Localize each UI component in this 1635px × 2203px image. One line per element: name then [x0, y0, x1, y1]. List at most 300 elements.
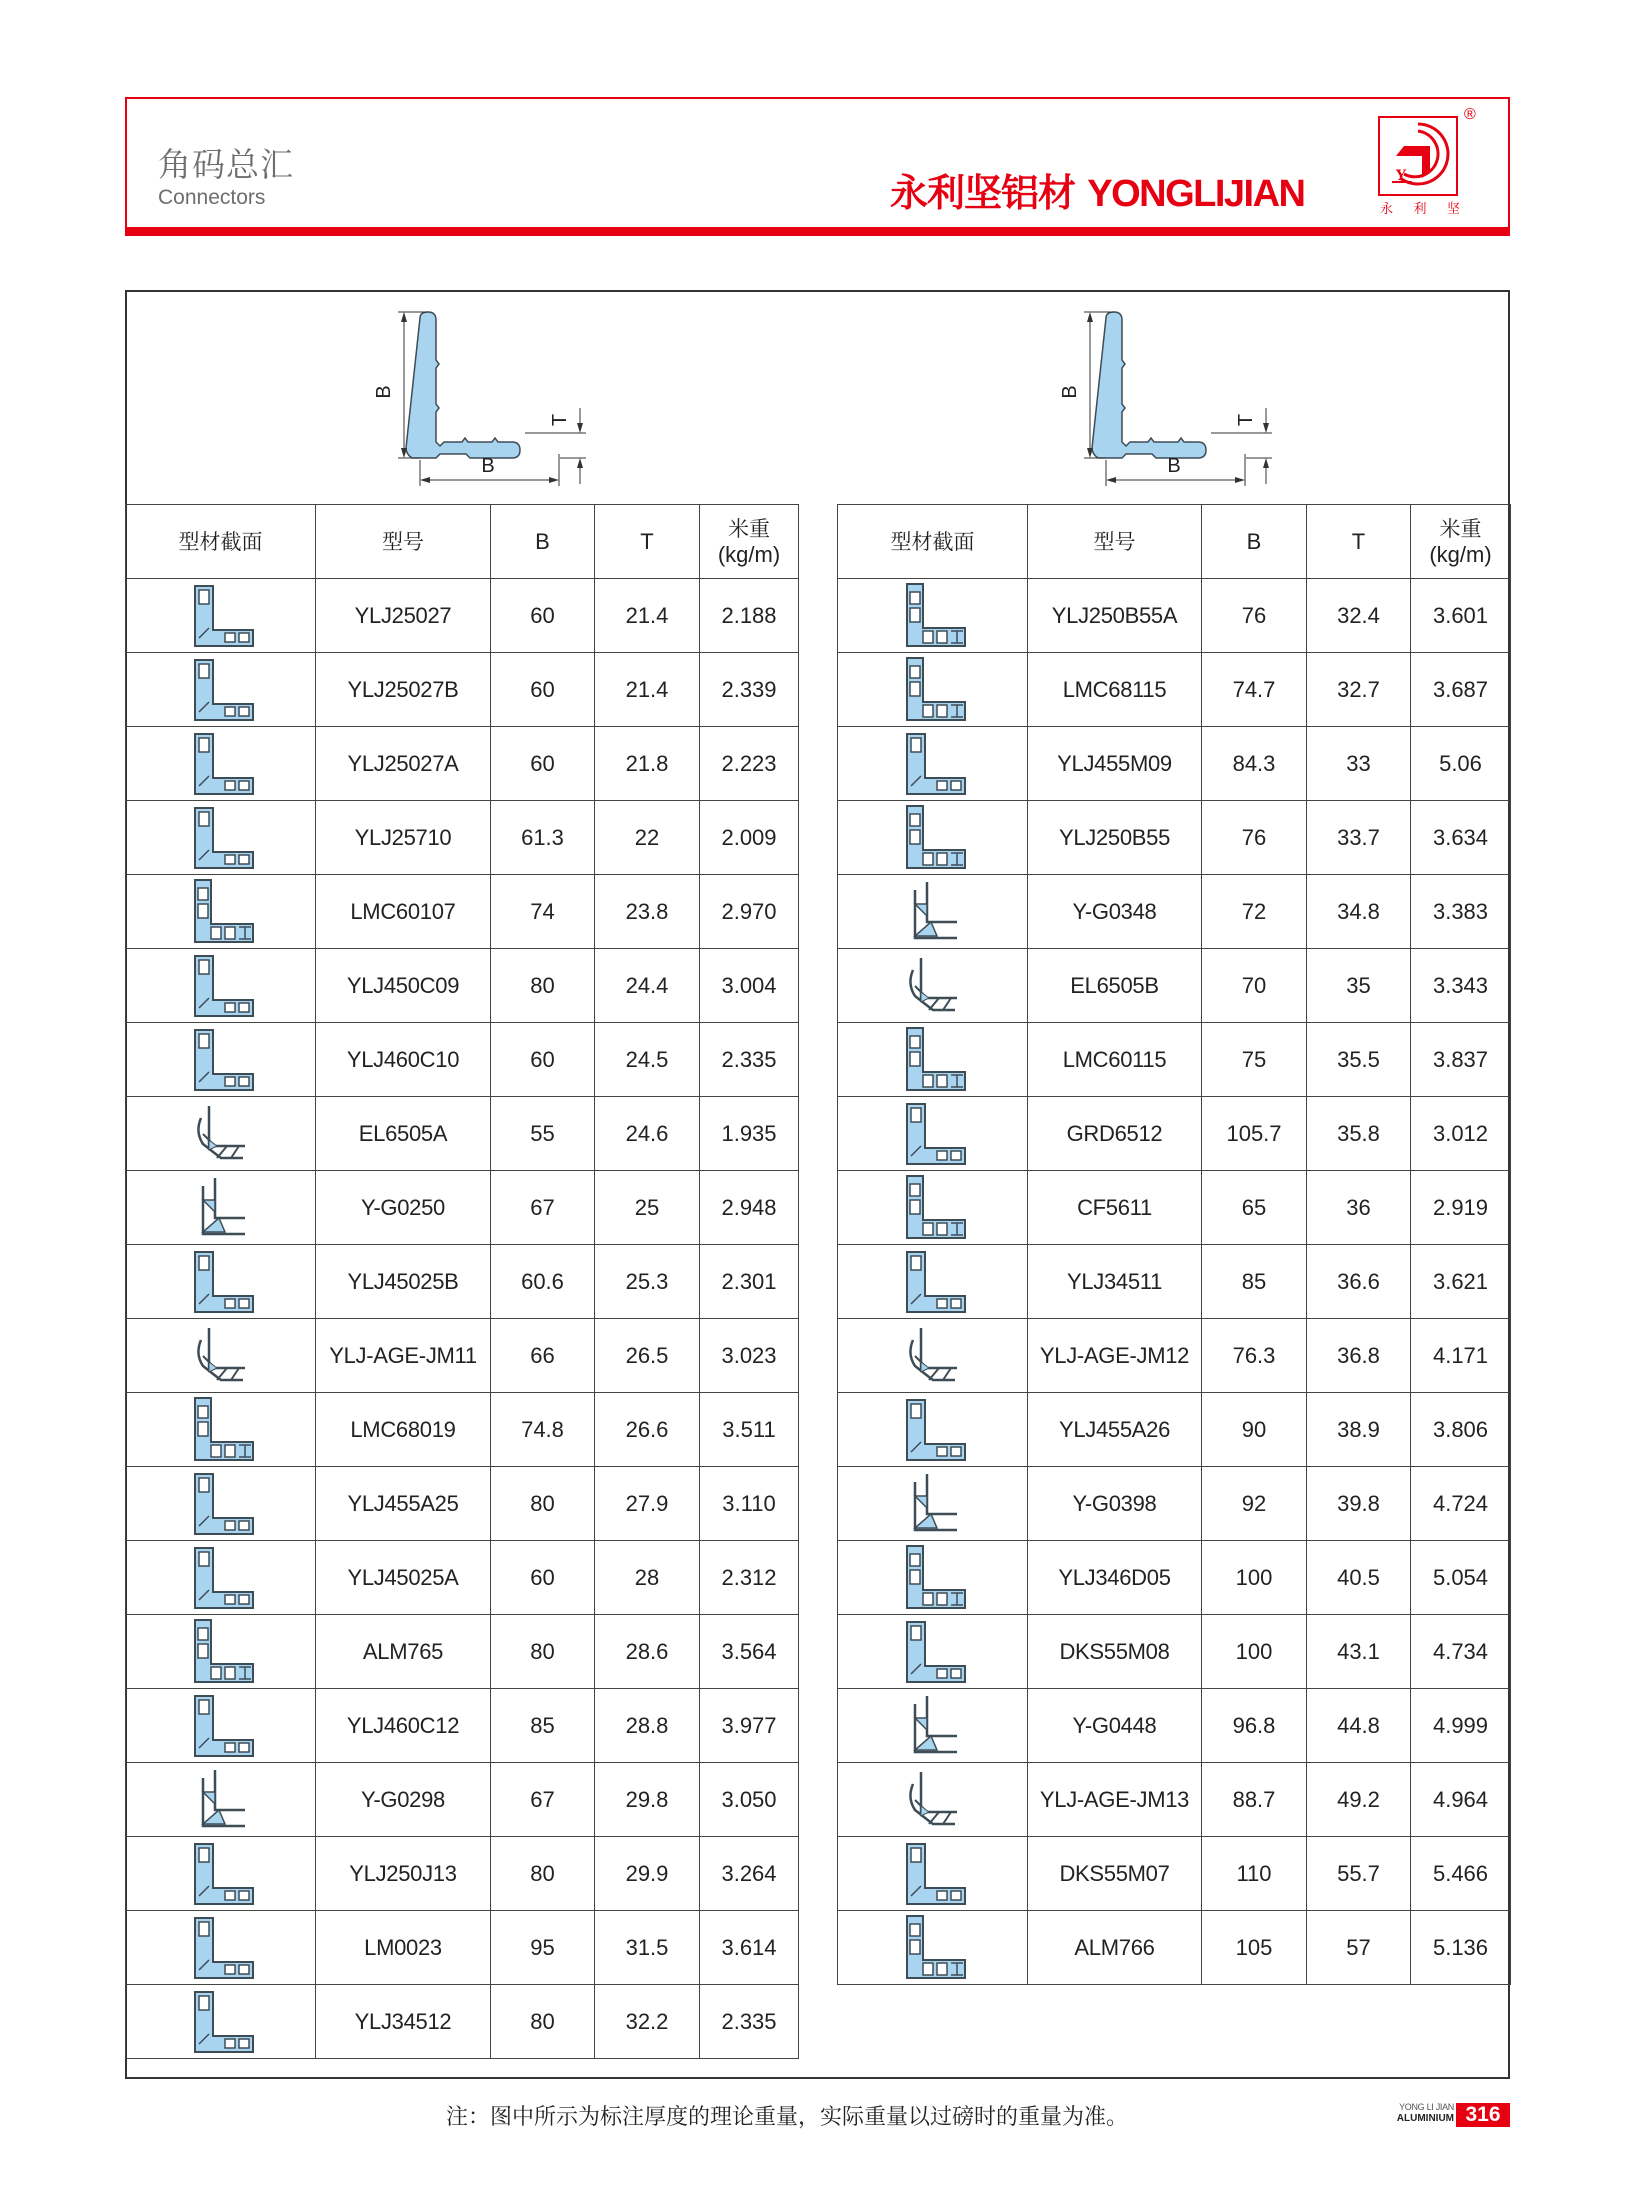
- header-b: B: [1202, 505, 1307, 579]
- profile-cross-section-icon: [893, 582, 973, 650]
- t-value-cell: 29.9: [595, 1837, 700, 1911]
- profile-section-cell: [838, 1689, 1028, 1763]
- weight-cell: 3.511: [700, 1393, 799, 1467]
- profile-section-cell: [838, 727, 1028, 801]
- table-row: [126, 1245, 799, 1319]
- header-t: T: [1307, 505, 1411, 579]
- profile-cross-section-icon: [181, 582, 261, 650]
- table-row: [838, 1837, 1511, 1911]
- footer-brand-line2: ALUMINIUM: [1396, 2113, 1454, 2124]
- t-value-cell: 28.8: [595, 1689, 700, 1763]
- table-row: [126, 1097, 799, 1171]
- table-row: [126, 1023, 799, 1097]
- profile-cross-section-icon: [893, 1544, 973, 1612]
- footer-brand-line1: YONG LI JIAN: [1399, 2102, 1454, 2112]
- profile-cross-section-icon: [893, 952, 973, 1020]
- weight-cell: 3.806: [1411, 1393, 1511, 1467]
- profile-section-cell: [838, 1319, 1028, 1393]
- b-value-cell: 100: [1202, 1541, 1307, 1615]
- b-value-cell: 60: [491, 1541, 595, 1615]
- t-value-cell: 44.8: [1307, 1689, 1411, 1763]
- b-value-cell: 70: [1202, 949, 1307, 1023]
- table-row: [126, 1171, 799, 1245]
- weight-cell: 3.621: [1411, 1245, 1511, 1319]
- t-value-cell: 21.4: [595, 653, 700, 727]
- page-title-cn: 角码总汇: [158, 145, 294, 184]
- header-red-bar: [125, 227, 1510, 236]
- model-cell: YLJ460C10: [316, 1023, 491, 1097]
- table-row: [126, 1615, 799, 1689]
- b-value-cell: 80: [491, 949, 595, 1023]
- profile-section-cell: [126, 1171, 316, 1245]
- model-cell: GRD6512: [1028, 1097, 1202, 1171]
- table-row: [838, 1023, 1511, 1097]
- dimension-label-t: T: [549, 413, 571, 427]
- profile-section-cell: [838, 1467, 1028, 1541]
- profile-section-cell: [126, 1393, 316, 1467]
- table-row: [838, 949, 1511, 1023]
- table-row: [126, 1837, 799, 1911]
- model-cell: LM0023: [316, 1911, 491, 1985]
- b-value-cell: 76.3: [1202, 1319, 1307, 1393]
- weight-cell: 3.023: [700, 1319, 799, 1393]
- profile-cross-section-icon: [181, 1914, 261, 1982]
- profile-cross-section-icon: [893, 1396, 973, 1464]
- header-weight: 米重 (kg/m): [700, 505, 799, 579]
- profile-section-cell: [838, 1023, 1028, 1097]
- b-value-cell: 67: [491, 1763, 595, 1837]
- header-weight: 米重 (kg/m): [1411, 505, 1511, 579]
- model-cell: YLJ25027A: [316, 727, 491, 801]
- profile-section-cell: [126, 949, 316, 1023]
- weight-cell: 4.999: [1411, 1689, 1511, 1763]
- table-row: [126, 1541, 799, 1615]
- b-value-cell: 74: [491, 875, 595, 949]
- profile-cross-section-icon: [181, 1470, 261, 1538]
- table-row: [126, 727, 799, 801]
- profile-cross-section-icon: [893, 1840, 973, 1908]
- profile-section-cell: [838, 1245, 1028, 1319]
- b-value-cell: 60: [491, 579, 595, 653]
- table-row: [838, 579, 1511, 653]
- weight-cell: 1.935: [700, 1097, 799, 1171]
- model-cell: YLJ455A26: [1028, 1393, 1202, 1467]
- weight-cell: 2.919: [1411, 1171, 1511, 1245]
- model-cell: Y-G0398: [1028, 1467, 1202, 1541]
- weight-cell: 3.601: [1411, 579, 1511, 653]
- profile-cross-section-icon: [181, 1840, 261, 1908]
- model-cell: YLJ-AGE-JM11: [316, 1319, 491, 1393]
- profile-section-cell: [126, 1615, 316, 1689]
- profile-section-cell: [126, 1689, 316, 1763]
- t-value-cell: 38.9: [1307, 1393, 1411, 1467]
- table-row: [126, 949, 799, 1023]
- t-value-cell: 28: [595, 1541, 700, 1615]
- table-row: [838, 1541, 1511, 1615]
- t-value-cell: 55.7: [1307, 1837, 1411, 1911]
- profile-section-cell: [126, 1245, 316, 1319]
- profile-section-cell: [126, 1541, 316, 1615]
- profile-cross-section-icon: [181, 952, 261, 1020]
- profile-cross-section-icon: [893, 1618, 973, 1686]
- profile-cross-section-icon: [181, 1544, 261, 1612]
- t-value-cell: 32.2: [595, 1985, 700, 2059]
- t-value-cell: 22: [595, 801, 700, 875]
- model-cell: DKS55M08: [1028, 1615, 1202, 1689]
- table-row: [126, 1689, 799, 1763]
- connectors-table-right: [837, 504, 1511, 1985]
- t-value-cell: 24.4: [595, 949, 700, 1023]
- b-value-cell: 80: [491, 1985, 595, 2059]
- table-row: [838, 1467, 1511, 1541]
- page-title-en: Connectors: [158, 186, 266, 209]
- table-row: [126, 1985, 799, 2059]
- profile-section-cell: [838, 1097, 1028, 1171]
- model-cell: YLJ34512: [316, 1985, 491, 2059]
- profile-cross-section-icon: [893, 804, 973, 872]
- dimension-label-t: T: [1235, 413, 1257, 427]
- b-value-cell: 61.3: [491, 801, 595, 875]
- dimension-label-b-vertical: B: [373, 385, 395, 399]
- profile-section-cell: [126, 1837, 316, 1911]
- model-cell: LMC68019: [316, 1393, 491, 1467]
- weight-cell: 2.301: [700, 1245, 799, 1319]
- b-value-cell: 105.7: [1202, 1097, 1307, 1171]
- table-row: [126, 1393, 799, 1467]
- profile-cross-section-icon: [181, 878, 261, 946]
- profile-cross-section-icon: [893, 1026, 973, 1094]
- model-cell: Y-G0298: [316, 1763, 491, 1837]
- table-row: [126, 1763, 799, 1837]
- weight-cell: 5.466: [1411, 1837, 1511, 1911]
- weight-cell: 3.614: [700, 1911, 799, 1985]
- weight-cell: 3.564: [700, 1615, 799, 1689]
- t-value-cell: 32.4: [1307, 579, 1411, 653]
- weight-cell: 3.110: [700, 1467, 799, 1541]
- b-value-cell: 60.6: [491, 1245, 595, 1319]
- profile-section-cell: [838, 875, 1028, 949]
- dimension-label-b-vertical: B: [1059, 385, 1081, 399]
- profile-section-cell: [126, 801, 316, 875]
- table-row: [838, 1615, 1511, 1689]
- weight-cell: 3.977: [700, 1689, 799, 1763]
- table-row: [126, 1319, 799, 1393]
- weight-cell: 2.009: [700, 801, 799, 875]
- t-value-cell: 31.5: [595, 1911, 700, 1985]
- profile-cross-section-icon: [181, 1692, 261, 1760]
- dimension-label-b-horizontal: B: [1167, 455, 1181, 477]
- b-value-cell: 76: [1202, 579, 1307, 653]
- t-value-cell: 33.7: [1307, 801, 1411, 875]
- header-b: B: [491, 505, 595, 579]
- table-row: [838, 1763, 1511, 1837]
- profile-cross-section-icon: [893, 656, 973, 724]
- t-value-cell: 28.6: [595, 1615, 700, 1689]
- dimension-label-b-horizontal: B: [481, 455, 495, 477]
- model-cell: LMC68115: [1028, 653, 1202, 727]
- header-section: 型材截面: [126, 505, 316, 579]
- profile-section-cell: [126, 1319, 316, 1393]
- profile-section-cell: [126, 1985, 316, 2059]
- profile-section-cell: [838, 1837, 1028, 1911]
- dimension-diagram-left: [360, 300, 600, 490]
- table-header-row: [126, 505, 799, 579]
- model-cell: YLJ455A25: [316, 1467, 491, 1541]
- profile-section-cell: [838, 801, 1028, 875]
- model-cell: ALM766: [1028, 1911, 1202, 1985]
- model-cell: EL6505A: [316, 1097, 491, 1171]
- b-value-cell: 88.7: [1202, 1763, 1307, 1837]
- weight-cell: 3.264: [700, 1837, 799, 1911]
- b-value-cell: 105: [1202, 1911, 1307, 1985]
- profile-section-cell: [126, 653, 316, 727]
- t-value-cell: 39.8: [1307, 1467, 1411, 1541]
- profile-section-cell: [126, 727, 316, 801]
- weight-cell: 2.335: [700, 1023, 799, 1097]
- profile-section-cell: [838, 579, 1028, 653]
- table-row: [838, 1689, 1511, 1763]
- model-cell: YLJ-AGE-JM13: [1028, 1763, 1202, 1837]
- profile-cross-section-icon: [181, 1322, 261, 1390]
- b-value-cell: 55: [491, 1097, 595, 1171]
- t-value-cell: 26.6: [595, 1393, 700, 1467]
- footer-note: 注：图中所示为标注厚度的理论重量，实际重量以过磅时的重量为准。: [446, 2105, 1129, 2130]
- model-cell: YLJ45025A: [316, 1541, 491, 1615]
- b-value-cell: 80: [491, 1467, 595, 1541]
- model-cell: EL6505B: [1028, 949, 1202, 1023]
- t-value-cell: 35.8: [1307, 1097, 1411, 1171]
- model-cell: YLJ25027B: [316, 653, 491, 727]
- model-cell: ALM765: [316, 1615, 491, 1689]
- b-value-cell: 95: [491, 1911, 595, 1985]
- logo-char: 利: [1413, 202, 1427, 217]
- profile-section-cell: [838, 949, 1028, 1023]
- b-value-cell: 60: [491, 653, 595, 727]
- t-value-cell: 25.3: [595, 1245, 700, 1319]
- profile-cross-section-icon: [893, 1470, 973, 1538]
- profile-cross-section-icon: [181, 730, 261, 798]
- logo-caption: [1380, 198, 1460, 217]
- table-row: [838, 1171, 1511, 1245]
- profile-cross-section-icon: [181, 1618, 261, 1686]
- profile-section-cell: [126, 1763, 316, 1837]
- weight-cell: 3.687: [1411, 653, 1511, 727]
- b-value-cell: 110: [1202, 1837, 1307, 1911]
- profile-cross-section-icon: [181, 1026, 261, 1094]
- profile-cross-section-icon: [893, 1914, 973, 1982]
- weight-cell: 3.343: [1411, 949, 1511, 1023]
- profile-cross-section-icon: [893, 1766, 973, 1834]
- table-row: [126, 801, 799, 875]
- b-value-cell: 85: [491, 1689, 595, 1763]
- weight-cell: 3.383: [1411, 875, 1511, 949]
- b-value-cell: 84.3: [1202, 727, 1307, 801]
- b-value-cell: 72: [1202, 875, 1307, 949]
- registered-mark: ®: [1464, 106, 1476, 123]
- page-number: 316: [1456, 2103, 1510, 2127]
- header-section: 型材截面: [838, 505, 1028, 579]
- table-row: [838, 801, 1511, 875]
- weight-cell: 4.964: [1411, 1763, 1511, 1837]
- model-cell: DKS55M07: [1028, 1837, 1202, 1911]
- model-cell: LMC60107: [316, 875, 491, 949]
- model-cell: Y-G0250: [316, 1171, 491, 1245]
- table-row: [126, 579, 799, 653]
- profile-cross-section-icon: [181, 1100, 261, 1168]
- model-cell: LMC60115: [1028, 1023, 1202, 1097]
- t-value-cell: 26.5: [595, 1319, 700, 1393]
- dimension-diagram-right: [1046, 300, 1286, 490]
- model-cell: YLJ250B55: [1028, 801, 1202, 875]
- table-row: [838, 1097, 1511, 1171]
- t-value-cell: 43.1: [1307, 1615, 1411, 1689]
- weight-cell: 5.06: [1411, 727, 1511, 801]
- t-value-cell: 36: [1307, 1171, 1411, 1245]
- model-cell: YLJ45025B: [316, 1245, 491, 1319]
- profile-section-cell: [126, 1911, 316, 1985]
- table-row: [126, 875, 799, 949]
- model-cell: YLJ460C12: [316, 1689, 491, 1763]
- profile-section-cell: [838, 1541, 1028, 1615]
- table-row: [126, 1467, 799, 1541]
- b-value-cell: 92: [1202, 1467, 1307, 1541]
- model-cell: YLJ-AGE-JM12: [1028, 1319, 1202, 1393]
- brand-name-en: YONGLIJIAN: [1087, 173, 1305, 215]
- profile-section-cell: [838, 1911, 1028, 1985]
- profile-cross-section-icon: [181, 1248, 261, 1316]
- table-row: [126, 653, 799, 727]
- b-value-cell: 80: [491, 1837, 595, 1911]
- t-value-cell: 32.7: [1307, 653, 1411, 727]
- b-value-cell: 67: [491, 1171, 595, 1245]
- weight-cell: 5.136: [1411, 1911, 1511, 1985]
- weight-cell: 4.724: [1411, 1467, 1511, 1541]
- profile-cross-section-icon: [893, 1174, 973, 1242]
- connectors-table-left: [125, 504, 799, 2059]
- profile-cross-section-icon: [893, 730, 973, 798]
- header-t: T: [595, 505, 700, 579]
- profile-cross-section-icon: [181, 1396, 261, 1464]
- b-value-cell: 74.7: [1202, 653, 1307, 727]
- model-cell: YLJ25710: [316, 801, 491, 875]
- b-value-cell: 74.8: [491, 1393, 595, 1467]
- t-value-cell: 24.5: [595, 1023, 700, 1097]
- model-cell: YLJ455M09: [1028, 727, 1202, 801]
- profile-cross-section-icon: [893, 878, 973, 946]
- table-row: [838, 1245, 1511, 1319]
- profile-section-cell: [126, 579, 316, 653]
- b-value-cell: 96.8: [1202, 1689, 1307, 1763]
- footer-brand: [1372, 2102, 1454, 2124]
- t-value-cell: 35.5: [1307, 1023, 1411, 1097]
- brand-name-cn: 永利坚铝材: [890, 171, 1076, 215]
- b-value-cell: 85: [1202, 1245, 1307, 1319]
- profile-section-cell: [838, 1615, 1028, 1689]
- weight-cell: 5.054: [1411, 1541, 1511, 1615]
- table-row: [838, 1911, 1511, 1985]
- profile-section-cell: [126, 875, 316, 949]
- table-row: [838, 653, 1511, 727]
- weight-cell: 2.188: [700, 579, 799, 653]
- b-value-cell: 75: [1202, 1023, 1307, 1097]
- weight-cell: 4.734: [1411, 1615, 1511, 1689]
- weight-cell: 3.050: [700, 1763, 799, 1837]
- profile-cross-section-icon: [181, 656, 261, 724]
- logo-char: 坚: [1446, 202, 1460, 217]
- table-row: [126, 1911, 799, 1985]
- profile-cross-section-icon: [181, 1988, 261, 2056]
- profile-section-cell: [838, 1763, 1028, 1837]
- header-model: 型号: [1028, 505, 1202, 579]
- profile-section-cell: [126, 1097, 316, 1171]
- profile-section-cell: [838, 653, 1028, 727]
- brand-logo-icon: [1378, 116, 1458, 196]
- weight-cell: 2.312: [700, 1541, 799, 1615]
- t-value-cell: 24.6: [595, 1097, 700, 1171]
- model-cell: CF5611: [1028, 1171, 1202, 1245]
- angle-profile-shape: [406, 312, 520, 458]
- t-value-cell: 57: [1307, 1911, 1411, 1985]
- b-value-cell: 65: [1202, 1171, 1307, 1245]
- b-value-cell: 90: [1202, 1393, 1307, 1467]
- t-value-cell: 21.4: [595, 579, 700, 653]
- profile-cross-section-icon: [181, 1766, 261, 1834]
- t-value-cell: 35: [1307, 949, 1411, 1023]
- t-value-cell: 21.8: [595, 727, 700, 801]
- t-value-cell: 34.8: [1307, 875, 1411, 949]
- profile-cross-section-icon: [893, 1322, 973, 1390]
- weight-cell: 2.970: [700, 875, 799, 949]
- model-cell: YLJ25027: [316, 579, 491, 653]
- t-value-cell: 40.5: [1307, 1541, 1411, 1615]
- brand-name: [890, 162, 1305, 217]
- table-row: [838, 1393, 1511, 1467]
- t-value-cell: 23.8: [595, 875, 700, 949]
- svg-text:Y: Y: [1396, 168, 1406, 184]
- header-model: 型号: [316, 505, 491, 579]
- table-row: [838, 1319, 1511, 1393]
- model-cell: YLJ250J13: [316, 1837, 491, 1911]
- weight-cell: 2.339: [700, 653, 799, 727]
- logo-char: 永: [1380, 202, 1394, 217]
- b-value-cell: 80: [491, 1615, 595, 1689]
- model-cell: YLJ250B55A: [1028, 579, 1202, 653]
- profile-section-cell: [838, 1171, 1028, 1245]
- weight-cell: 3.012: [1411, 1097, 1511, 1171]
- b-value-cell: 76: [1202, 801, 1307, 875]
- t-value-cell: 36.6: [1307, 1245, 1411, 1319]
- angle-profile-shape: [1092, 312, 1206, 458]
- b-value-cell: 100: [1202, 1615, 1307, 1689]
- profile-cross-section-icon: [893, 1692, 973, 1760]
- profile-section-cell: [838, 1393, 1028, 1467]
- weight-cell: 2.223: [700, 727, 799, 801]
- model-cell: YLJ346D05: [1028, 1541, 1202, 1615]
- profile-cross-section-icon: [893, 1100, 973, 1168]
- b-value-cell: 60: [491, 1023, 595, 1097]
- weight-cell: 2.948: [700, 1171, 799, 1245]
- b-value-cell: 60: [491, 727, 595, 801]
- t-value-cell: 33: [1307, 727, 1411, 801]
- model-cell: YLJ34511: [1028, 1245, 1202, 1319]
- profile-cross-section-icon: [181, 804, 261, 872]
- weight-cell: 2.335: [700, 1985, 799, 2059]
- table-header-row: [838, 505, 1511, 579]
- table-row: [838, 875, 1511, 949]
- model-cell: Y-G0348: [1028, 875, 1202, 949]
- weight-cell: 4.171: [1411, 1319, 1511, 1393]
- model-cell: YLJ450C09: [316, 949, 491, 1023]
